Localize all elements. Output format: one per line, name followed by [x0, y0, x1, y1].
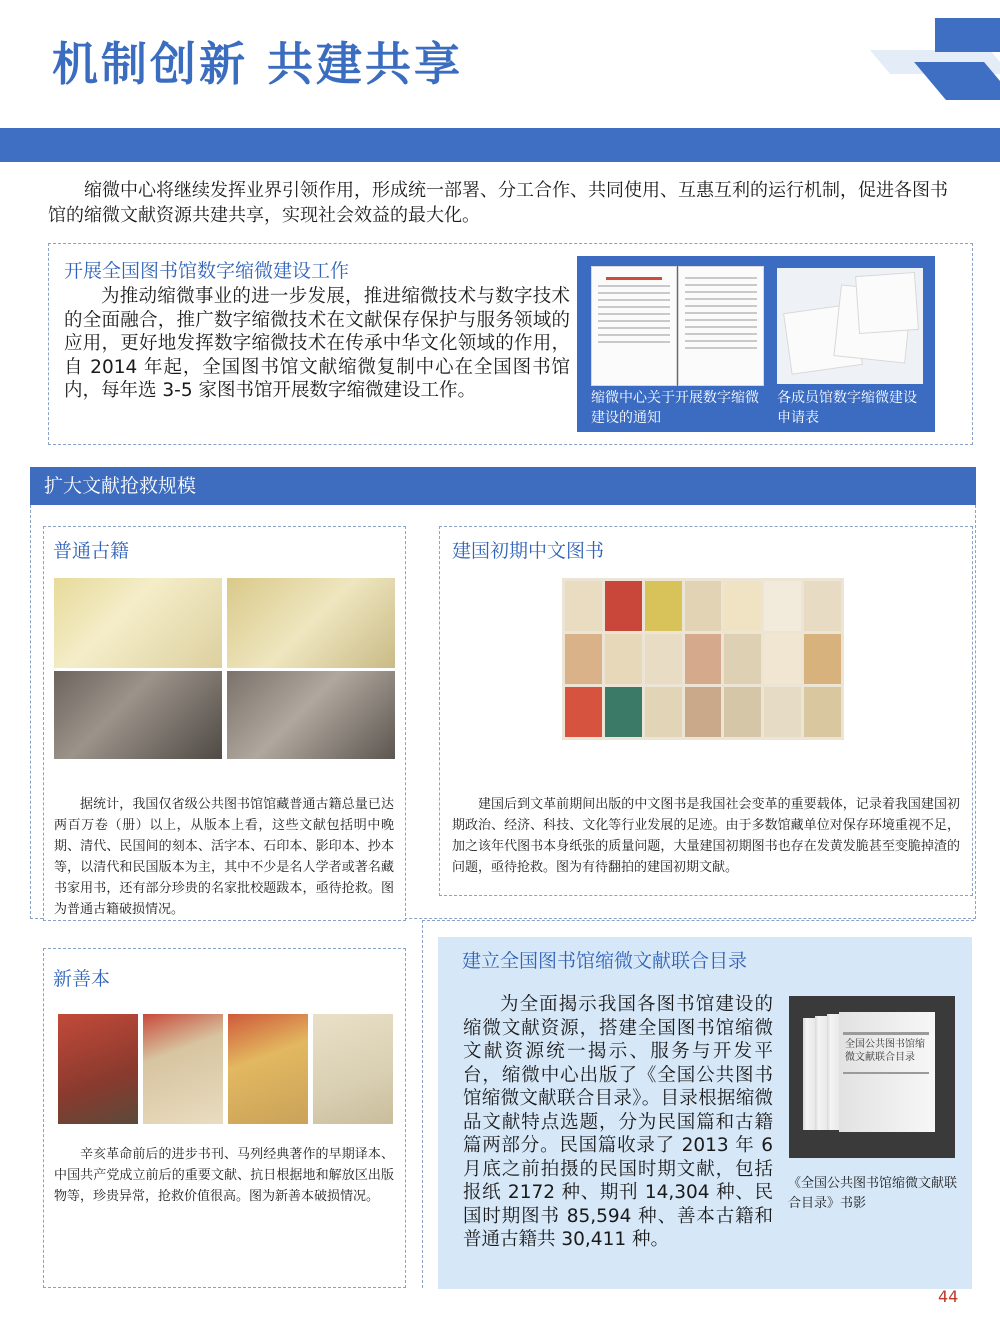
damaged-ancient-book-photo-2	[227, 578, 395, 668]
page-number: 44	[938, 1287, 959, 1306]
damaged-ancient-book-photo-4	[227, 671, 395, 759]
intro-paragraph: 缩微中心将继续发挥业界引领作用，形成统一部署、分工合作、共同使用、互惠互利的运行机制，促进各图书馆的缩微文献资源共建共享，实现社会效益的最大化。	[48, 180, 948, 226]
catalog-book-caption: 《全国公共图书馆缩微文献联合目录》书影	[788, 1176, 958, 1211]
digital-body: 为推动缩微事业的进一步发展，推进缩微技术与数字技术的全面融合，推广数字缩微技术在文献保存保护与服务领域的应用，更好地发挥数字缩微技术在传承中华文化领域的作用，自 2014 年起，全国图书馆文献缩微复制中心在全国图书馆内，每年选 3-5 家图书馆开展数字缩微建设工作。	[64, 286, 570, 401]
page-title: 机制创新 共建共享	[52, 37, 464, 91]
rare-book-cover-1	[58, 1014, 138, 1124]
early-prc-books-heading: 建国初期中文图书	[452, 540, 605, 562]
digital-image-panel	[577, 256, 935, 432]
header-decoration-block-lower	[914, 62, 1000, 100]
ancient-books-heading: 普通古籍	[53, 540, 130, 562]
notice-document-page1	[591, 266, 677, 386]
rescue-section-band: 扩大文献抢救规模	[30, 467, 976, 505]
digital-heading: 开展全国图书馆数字缩微建设工作	[64, 260, 350, 282]
rare-book-cover-4	[313, 1014, 393, 1124]
header-band	[0, 128, 1000, 162]
header-decoration-block	[935, 18, 1000, 52]
application-forms-photo	[777, 268, 923, 384]
damaged-ancient-book-photo-1	[54, 578, 222, 668]
early-prc-books-text: 建国后到文革前期间出版的中文图书是我国社会变革的重要载体，记录着我国建国初 期政治、经济、科技、文化等行业发展的足迹。由于多数馆藏单位对保存环境重视不足，加之该年代图书本身纸张的质量问题，大量建国初期图书也存在发黄发脆甚至变脆掉渣的问题，亟待抢救。图为有待翻拍的建国初期文献。	[452, 797, 960, 875]
catalog-book-title: 全国公共图书馆缩微文献联合目录	[845, 1039, 925, 1063]
catalog-body: 为全面揭示我国各图书馆建设的缩微文献资源，搭建全国图书馆缩微文献资源统一揭示、服务与开发平台，缩微中心出版了《全国公共图书馆缩微文献联合目录》。目录根据缩微品文献特点选题，分为民国篇和古籍篇两部分。民国篇收录了 2013 年 6 月底之前拍摄的民国时期文献，包括报纸 2172 种、期刊 14,304 种、民国时期图书 85,594 种、善本古籍和普通古籍共 30,411 种。	[463, 994, 773, 1250]
catalog-book-photo	[789, 996, 955, 1158]
caption-application-forms: 各成员馆数字缩微建设申请表	[777, 390, 917, 426]
rare-books-heading: 新善本	[53, 968, 111, 990]
caption-notice: 缩微中心关于开展数字缩微建设的通知	[591, 390, 759, 426]
rare-book-cover-2	[143, 1014, 223, 1124]
early-prc-books-photo	[562, 578, 844, 740]
rare-books-text: 辛亥革命前后的进步书刊、马列经典著作的早期译本、中国共产党成立前后的重要文献、抗日根据地和解放区出版物等，珍贵异常，抢救价值很高。图为新善本破损情况。	[54, 1147, 394, 1204]
rare-book-cover-3	[228, 1014, 308, 1124]
catalog-heading: 建立全国图书馆缩微文献联合目录	[462, 950, 748, 972]
notice-document-page2	[678, 266, 764, 386]
catalog-book-cover	[839, 1012, 935, 1132]
damaged-ancient-book-photo-3	[54, 671, 222, 759]
ancient-books-text: 据统计，我国仅省级公共图书馆馆藏普通古籍总量已达两百万卷（册）以上，从版本上看，这些文献包括明中晚期、清代、民国间的刻本、活字本、石印本、影印本、抄本等，以清代和民国版本为主，其中不少是名人学者或著名藏书家用书，还有部分珍贵的名家批校题跋本，亟待抢救。图为普通古籍破损情况。	[54, 797, 394, 917]
